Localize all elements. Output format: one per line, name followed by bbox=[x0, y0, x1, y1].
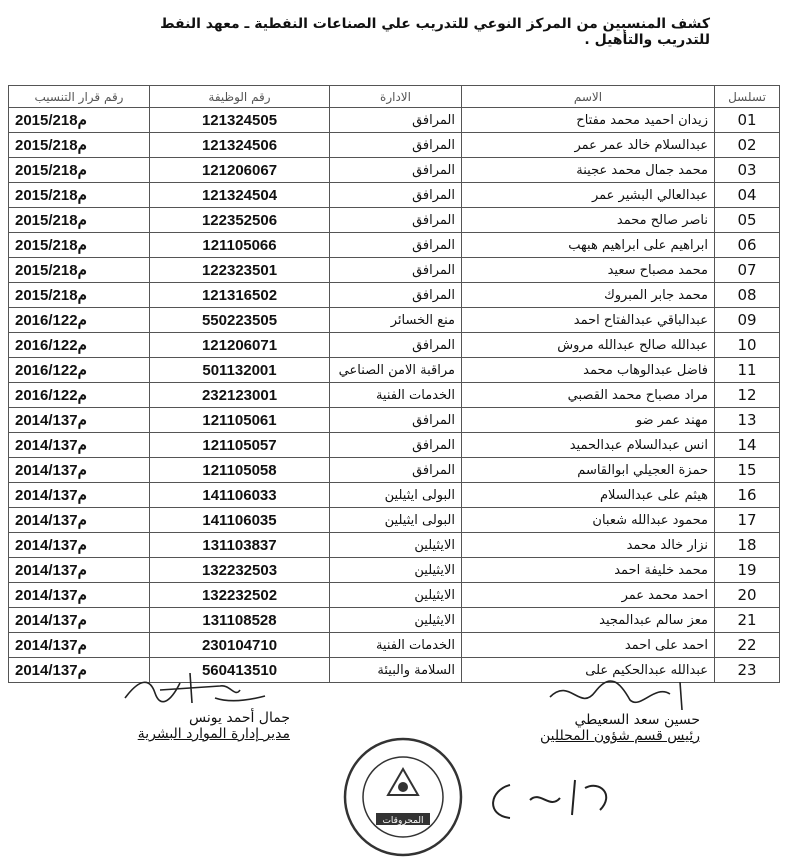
table-row bbox=[9, 258, 780, 283]
table-row bbox=[9, 208, 780, 233]
cell-name: مهند عمر ضو bbox=[462, 408, 715, 433]
cell-name: محمد جمال محمد عجينة bbox=[462, 158, 715, 183]
cell-serial: 23 bbox=[715, 658, 780, 683]
table-row bbox=[9, 283, 780, 308]
table-row bbox=[9, 333, 780, 358]
cell-name: احمد على احمد bbox=[462, 633, 715, 658]
cell-job-number: 121105061 bbox=[150, 408, 330, 433]
table-row bbox=[9, 183, 780, 208]
cell-department: الايثيلين bbox=[330, 608, 462, 633]
company-stamp bbox=[338, 735, 468, 860]
cell-name: احمد محمد عمر bbox=[462, 583, 715, 608]
cell-name: انس عبدالسلام عبدالحميد bbox=[462, 433, 715, 458]
cell-name: عبدالباقي عبدالفتاح احمد bbox=[462, 308, 715, 333]
cell-name: معز سالم عبدالمجيد bbox=[462, 608, 715, 633]
trainees-table bbox=[8, 85, 780, 683]
cell-job-number: 121206067 bbox=[150, 158, 330, 183]
table-row bbox=[9, 558, 780, 583]
cell-department: الايثيلين bbox=[330, 583, 462, 608]
cell-job-number: 560413510 bbox=[150, 658, 330, 683]
cell-decision: 2014/137م bbox=[9, 483, 150, 508]
cell-department: البولى ايثيلين bbox=[330, 483, 462, 508]
cell-serial: 10 bbox=[715, 333, 780, 358]
table-row bbox=[9, 383, 780, 408]
cell-department: مراقبة الامن الصناعي bbox=[330, 358, 462, 383]
cell-name: عبدالعالي البشير عمر bbox=[462, 183, 715, 208]
cell-serial: 13 bbox=[715, 408, 780, 433]
cell-decision: 2015/218م bbox=[9, 208, 150, 233]
cell-name: هيثم على عبدالسلام bbox=[462, 483, 715, 508]
cell-name: محمد خليفة احمد bbox=[462, 558, 715, 583]
cell-name: زيدان احميد محمد مفتاح bbox=[462, 108, 715, 133]
cell-decision: 2015/218م bbox=[9, 258, 150, 283]
cell-serial: 18 bbox=[715, 533, 780, 558]
table-row bbox=[9, 433, 780, 458]
cell-serial: 03 bbox=[715, 158, 780, 183]
table-row bbox=[9, 108, 780, 133]
cell-department: المرافق bbox=[330, 233, 462, 258]
right-signature-scribble bbox=[540, 672, 700, 717]
cell-name: عبدالله عبدالحكيم على bbox=[462, 658, 715, 683]
cell-decision: 2014/137م bbox=[9, 458, 150, 483]
header-job-number: رقم الوظيفة bbox=[150, 86, 330, 108]
header-department: الادارة bbox=[330, 86, 462, 108]
cell-serial: 07 bbox=[715, 258, 780, 283]
left-signatory-name: جمال أحمد يونس bbox=[189, 710, 290, 726]
cell-job-number: 121105066 bbox=[150, 233, 330, 258]
cell-job-number: 121324504 bbox=[150, 183, 330, 208]
table-row bbox=[9, 533, 780, 558]
cell-serial: 01 bbox=[715, 108, 780, 133]
cell-department: الخدمات الفنية bbox=[330, 633, 462, 658]
cell-job-number: 132232503 bbox=[150, 558, 330, 583]
cell-serial: 12 bbox=[715, 383, 780, 408]
cell-decision: 2014/137م bbox=[9, 433, 150, 458]
cell-serial: 11 bbox=[715, 358, 780, 383]
cell-job-number: 121206071 bbox=[150, 333, 330, 358]
cell-department: المرافق bbox=[330, 158, 462, 183]
cell-job-number: 132232502 bbox=[150, 583, 330, 608]
cell-job-number: 501132001 bbox=[150, 358, 330, 383]
cell-department: المرافق bbox=[330, 183, 462, 208]
cell-name: ناصر صالح محمد bbox=[462, 208, 715, 233]
document-title: كشف المنسبين من المركز النوعي للتدريب علي الصناعات النفطية ـ معهد النفط للتدريب والتأهيل . bbox=[160, 16, 710, 48]
cell-job-number: 121105057 bbox=[150, 433, 330, 458]
cell-department: المرافق bbox=[330, 333, 462, 358]
cell-job-number: 232123001 bbox=[150, 383, 330, 408]
table-row bbox=[9, 158, 780, 183]
cell-department: المرافق bbox=[330, 258, 462, 283]
cell-department: الايثيلين bbox=[330, 558, 462, 583]
handwritten-mark bbox=[480, 770, 630, 830]
right-signature-block bbox=[470, 712, 700, 744]
cell-decision: 2015/218م bbox=[9, 158, 150, 183]
table-row bbox=[9, 483, 780, 508]
cell-department: المرافق bbox=[330, 108, 462, 133]
cell-job-number: 550223505 bbox=[150, 308, 330, 333]
cell-job-number: 230104710 bbox=[150, 633, 330, 658]
cell-decision: 2016/122م bbox=[9, 333, 150, 358]
cell-decision: 2014/137م bbox=[9, 408, 150, 433]
table-header-row bbox=[9, 86, 780, 108]
cell-job-number: 131103837 bbox=[150, 533, 330, 558]
cell-job-number: 131108528 bbox=[150, 608, 330, 633]
cell-serial: 19 bbox=[715, 558, 780, 583]
cell-job-number: 141106033 bbox=[150, 483, 330, 508]
left-signatory-title: مدير إدارة الموارد البشرية bbox=[137, 726, 290, 742]
cell-job-number: 121316502 bbox=[150, 283, 330, 308]
table-row bbox=[9, 458, 780, 483]
cell-name: حمزة العجيلي ابوالقاسم bbox=[462, 458, 715, 483]
cell-name: نزار خالد محمد bbox=[462, 533, 715, 558]
cell-serial: 16 bbox=[715, 483, 780, 508]
cell-department: منع الخسائر bbox=[330, 308, 462, 333]
cell-department: المرافق bbox=[330, 408, 462, 433]
cell-job-number: 121324505 bbox=[150, 108, 330, 133]
table-row bbox=[9, 133, 780, 158]
cell-job-number: 121105058 bbox=[150, 458, 330, 483]
right-signatory-title: رئيس قسم شؤون المحللين bbox=[539, 728, 700, 744]
cell-name: محمد مصباح سعيد bbox=[462, 258, 715, 283]
cell-decision: 2014/137م bbox=[9, 583, 150, 608]
table-row bbox=[9, 233, 780, 258]
cell-name: ابراهيم على ابراهيم هبهب bbox=[462, 233, 715, 258]
cell-serial: 14 bbox=[715, 433, 780, 458]
cell-decision: 2016/122م bbox=[9, 308, 150, 333]
cell-decision: 2014/137م bbox=[9, 608, 150, 633]
cell-department: الخدمات الفنية bbox=[330, 383, 462, 408]
cell-department: البولى ايثيلين bbox=[330, 508, 462, 533]
cell-decision: 2014/137م bbox=[9, 508, 150, 533]
stamp-text: المحروقات bbox=[382, 816, 424, 826]
cell-serial: 08 bbox=[715, 283, 780, 308]
cell-decision: 2014/137م bbox=[9, 558, 150, 583]
left-signature-block bbox=[110, 710, 290, 742]
cell-serial: 04 bbox=[715, 183, 780, 208]
cell-job-number: 121324506 bbox=[150, 133, 330, 158]
cell-department: الايثيلين bbox=[330, 533, 462, 558]
cell-decision: 2014/137م bbox=[9, 533, 150, 558]
cell-serial: 05 bbox=[715, 208, 780, 233]
table-row bbox=[9, 633, 780, 658]
table-row bbox=[9, 408, 780, 433]
cell-serial: 22 bbox=[715, 633, 780, 658]
cell-department: المرافق bbox=[330, 208, 462, 233]
cell-serial: 17 bbox=[715, 508, 780, 533]
cell-name: محمود عبدالله شعبان bbox=[462, 508, 715, 533]
cell-decision: 2015/218م bbox=[9, 108, 150, 133]
cell-decision: 2015/218م bbox=[9, 233, 150, 258]
cell-department: المرافق bbox=[330, 433, 462, 458]
cell-name: فاضل عبدالوهاب محمد bbox=[462, 358, 715, 383]
cell-decision: 2014/137م bbox=[9, 633, 150, 658]
right-signatory-name: حسين سعد السعيطي bbox=[574, 712, 700, 728]
cell-name: عبدالسلام خالد عمر عمر bbox=[462, 133, 715, 158]
cell-serial: 06 bbox=[715, 233, 780, 258]
table-row bbox=[9, 358, 780, 383]
cell-name: مراد مصباح محمد القصبي bbox=[462, 383, 715, 408]
cell-department: المرافق bbox=[330, 283, 462, 308]
cell-job-number: 122323501 bbox=[150, 258, 330, 283]
cell-decision: 2016/122م bbox=[9, 358, 150, 383]
cell-department: المرافق bbox=[330, 458, 462, 483]
table-row bbox=[9, 508, 780, 533]
cell-decision: 2014/137م bbox=[9, 658, 150, 683]
cell-serial: 20 bbox=[715, 583, 780, 608]
cell-serial: 21 bbox=[715, 608, 780, 633]
header-serial: تسلسل bbox=[715, 86, 780, 108]
cell-job-number: 141106035 bbox=[150, 508, 330, 533]
table-row bbox=[9, 608, 780, 633]
cell-name: عبدالله صالح عبدالله مروش bbox=[462, 333, 715, 358]
cell-decision: 2015/218م bbox=[9, 183, 150, 208]
cell-name: محمد جابر المبروك bbox=[462, 283, 715, 308]
left-signature-scribble bbox=[120, 668, 270, 713]
cell-job-number: 122352506 bbox=[150, 208, 330, 233]
table-row bbox=[9, 308, 780, 333]
cell-serial: 09 bbox=[715, 308, 780, 333]
cell-decision: 2016/122م bbox=[9, 383, 150, 408]
header-name: الاسم bbox=[462, 86, 715, 108]
cell-serial: 15 bbox=[715, 458, 780, 483]
cell-decision: 2015/218م bbox=[9, 283, 150, 308]
cell-serial: 02 bbox=[715, 133, 780, 158]
cell-decision: 2015/218م bbox=[9, 133, 150, 158]
header-decision: رقم قرار التنسيب bbox=[9, 86, 150, 108]
table-row bbox=[9, 583, 780, 608]
cell-department: المرافق bbox=[330, 133, 462, 158]
cell-department: السلامة والبيئة bbox=[330, 658, 462, 683]
